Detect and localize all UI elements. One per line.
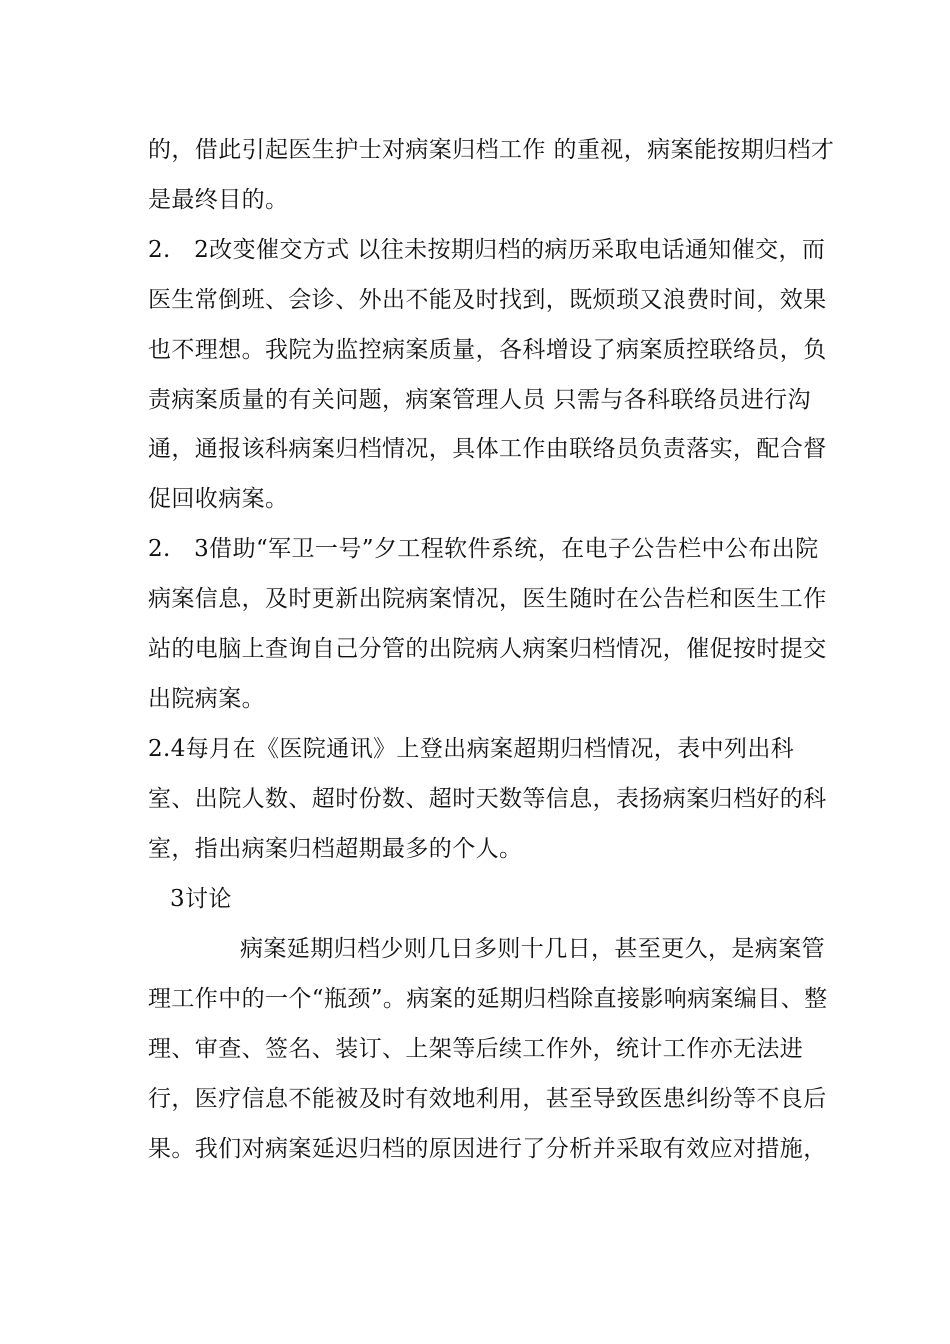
text-line-14: 室、出院人数、超时份数、超时天数等信息，表扬病案归档好的科 [148, 786, 827, 812]
text-line-6: 责病案质量的有关问题，病案管理人员 只需与各科联络员进行沟 [148, 387, 811, 413]
section-heading-2-4: 2.4每月在《医院通讯》上登出病案超期归档情况，表中列出科 [148, 736, 795, 762]
text-line-8: 促回收病案。 [148, 486, 289, 512]
text-line-1: 的，借此引起医生护士对病案归档工作 的重视，病案能按期归档才 [148, 137, 835, 163]
text-line-19: 理、审查、签名、装订、上架等后续工作外，统计工作亦无法进 [148, 1036, 804, 1062]
text-line-15: 室，指出病案归档超期最多的个人。 [148, 836, 523, 862]
text-line-2: 是最终目的。 [148, 187, 289, 213]
text-line-7: 通，通报该科病案归档情况，具体工作由联络员负责落实，配合督 [148, 436, 827, 462]
text-line-11: 站的电脑上查询自己分管的出院病人病案归档情况，催促按时提交 [148, 636, 827, 662]
text-line-12: 出院病案。 [148, 686, 265, 712]
text-line-21: 果。我们对病案延迟归档的原因进行了分析并采取有效应对措施， [148, 1136, 827, 1162]
text-line-18: 理工作中的一个“瓶颈”。病案的延期归档除直接影响病案编目、整 [148, 986, 828, 1012]
text-line-20: 行，医疗信息不能被及时有效地利用，甚至导致医患纠纷等不良后 [148, 1086, 827, 1112]
text-line-5: 也不理想。我院为监控病案质量，各科增设了病案质控联络员，负 [148, 337, 827, 363]
section-heading-2-3: 2. 3借助“军卫一号”夕工程软件系统，在电子公告栏中公布出院 [148, 536, 819, 562]
text-line-10: 病案信息，及时更新出院病案情况，医生随时在公告栏和医生工作 [148, 586, 827, 612]
text-line-17: 病案延期归档少则几日多则十几日，甚至更久，是病案管 [240, 936, 825, 962]
section-heading-2-2: 2. 2改变催交方式 以往未按期归档的病历采取电话通知催交，而 [148, 237, 826, 263]
text-line-4: 医生常倒班、会诊、外出不能及时找到，既烦琐又浪费时间，效果 [148, 287, 827, 313]
section-heading-3: 3讨论 [170, 886, 232, 912]
